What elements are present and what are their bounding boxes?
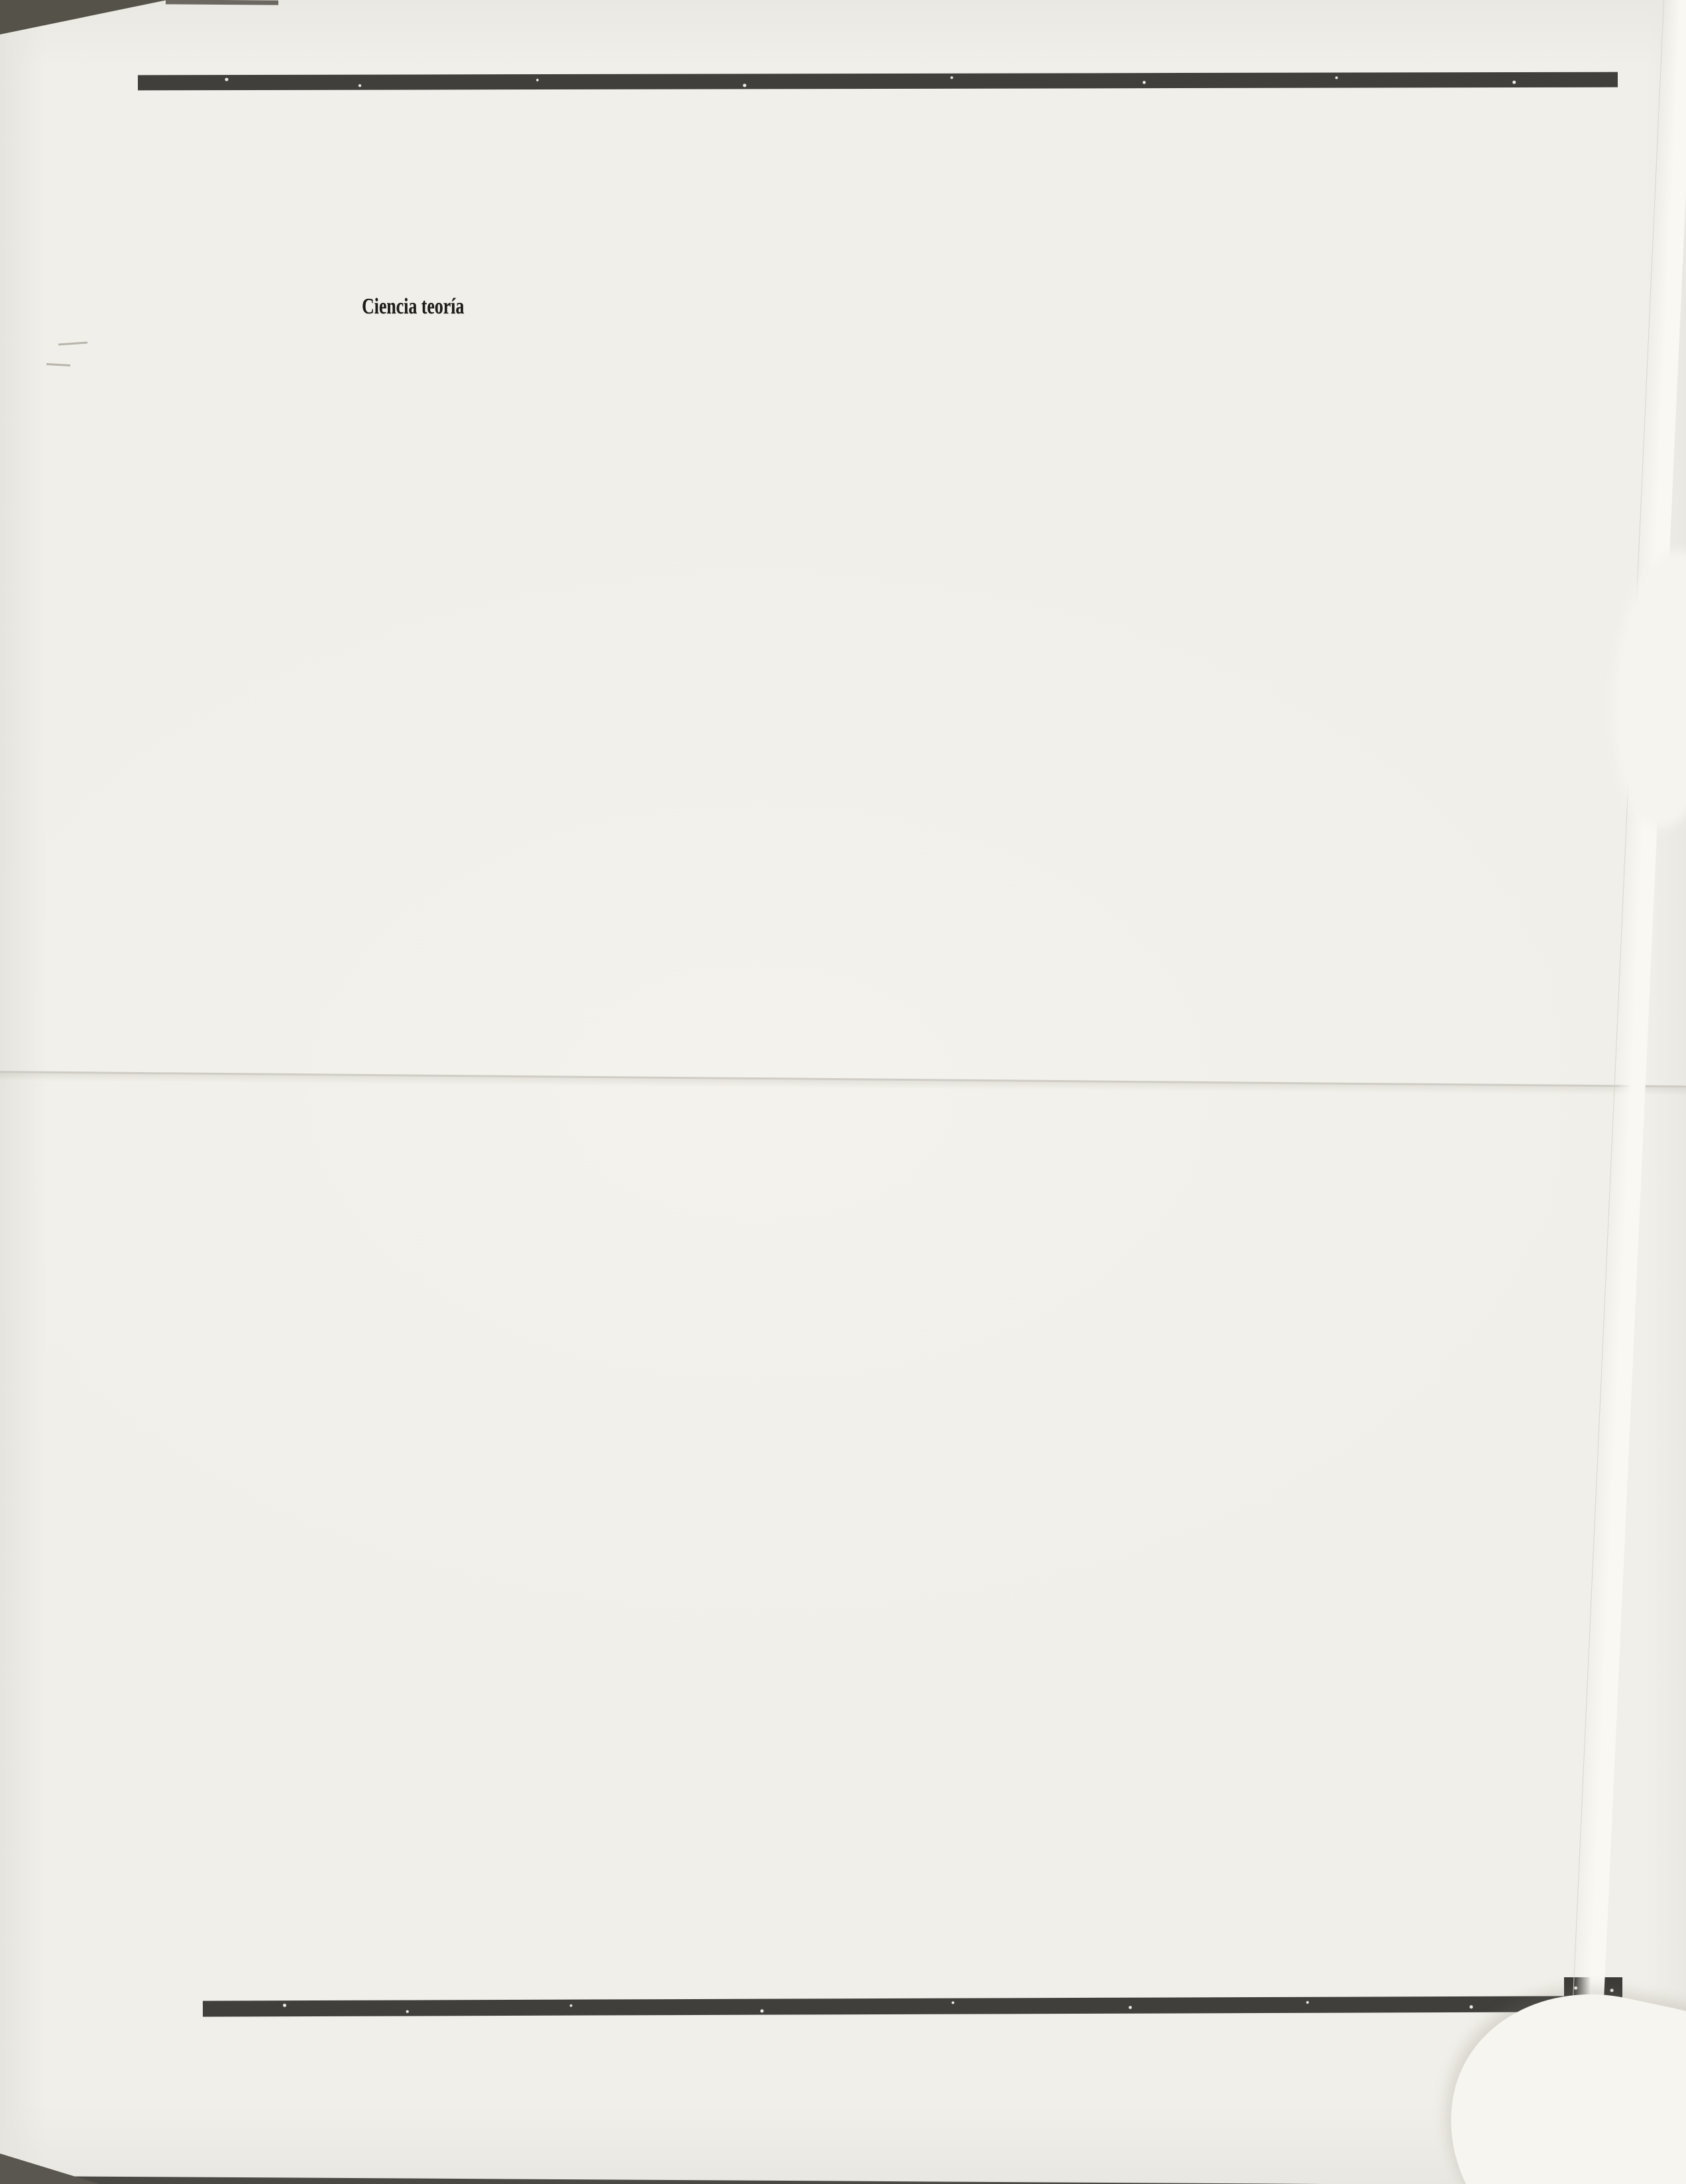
bottom-rule-bar: [203, 1996, 1567, 2016]
section-heading: Ciencia teoría: [362, 294, 465, 319]
left-column: [362, 292, 942, 359]
top-rule-bar: [138, 72, 1618, 91]
scan-top-edge-mark: [166, 0, 278, 5]
pencil-mark: [46, 363, 70, 366]
scan-tear-right-mid: [1604, 547, 1686, 832]
pencil-mark: [58, 341, 87, 345]
scan-bottom-edge-shadow: [23, 2176, 1335, 2184]
right-column: [1007, 292, 1587, 298]
scan-corner-topleft-shadow: [0, 0, 167, 34]
scan-corner-bottomleft-shadow: [0, 2154, 99, 2184]
